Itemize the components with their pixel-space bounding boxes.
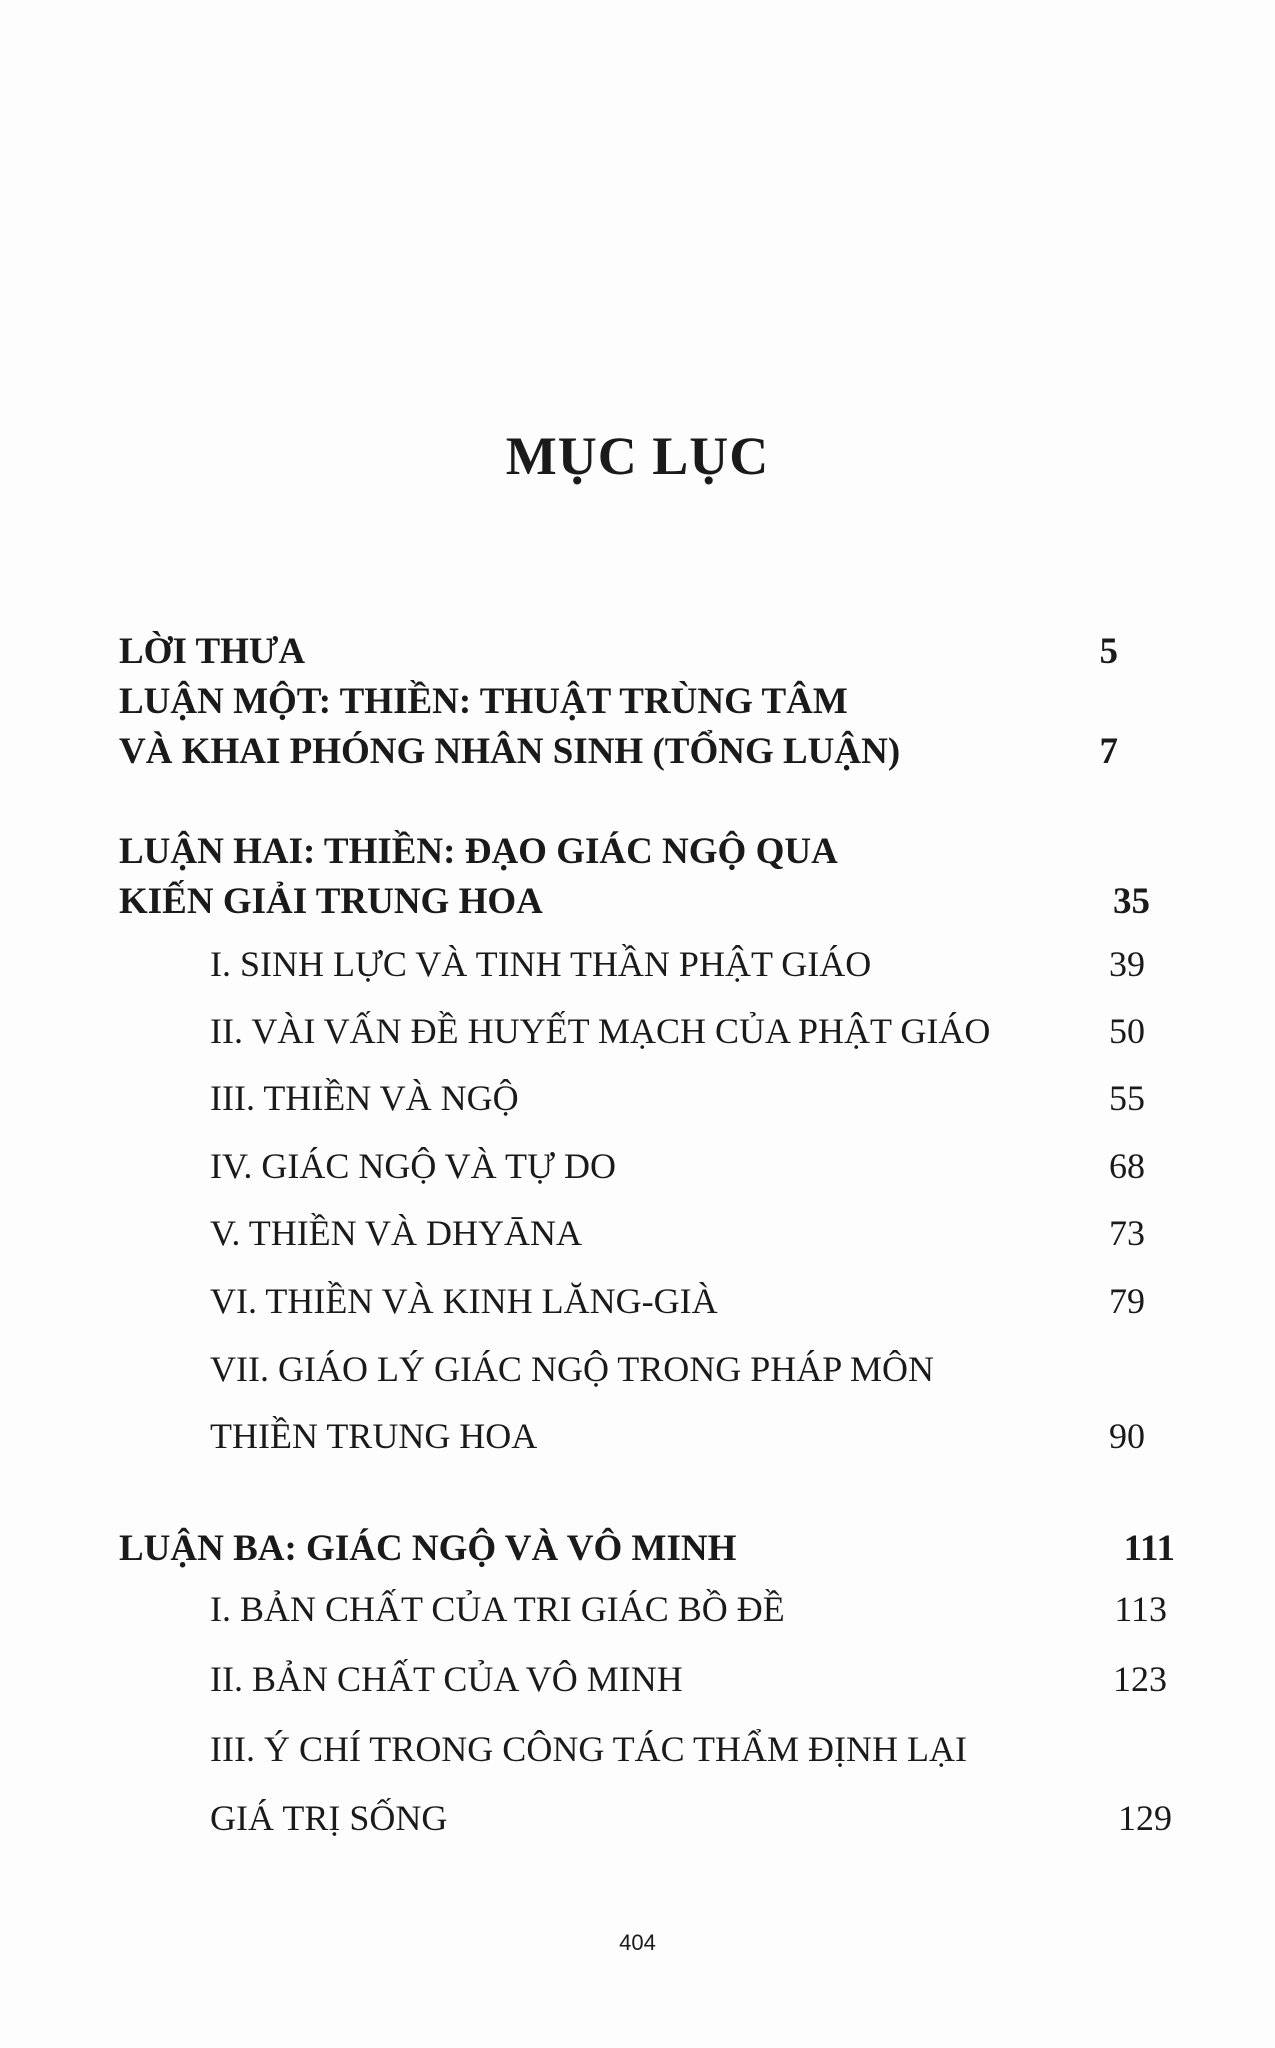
toc-entry-luan-ba: LUẬN BA: GIÁC NGỘ VÀ VÔ MINH — [119, 1528, 737, 1569]
toc-page-number: 90 — [1109, 1416, 1145, 1456]
toc-subentry-line2: GIÁ TRỊ SỐNG — [210, 1798, 448, 1838]
toc-entry-luan-mot-line1: LUẬN MỘT: THIỀN: THUẬT TRÙNG TÂM — [119, 681, 848, 722]
toc-page-number: 129 — [1118, 1798, 1172, 1838]
toc-entry-luan-hai-line2: KIẾN GIẢI TRUNG HOA — [119, 881, 543, 922]
toc-entry-luan-hai-line1: LUẬN HAI: THIỀN: ĐẠO GIÁC NGỘ QUA — [119, 831, 838, 872]
toc-page-number: 5 — [1099, 631, 1118, 672]
page-title: MỤC LỤC — [505, 426, 770, 486]
toc-page-number: 123 — [1113, 1659, 1167, 1699]
toc-subentry: V. THIỀN VÀ DHYĀNA — [210, 1213, 583, 1253]
toc-subentry: II. BẢN CHẤT CỦA VÔ MINH — [210, 1659, 683, 1699]
toc-page-number: 35 — [1113, 881, 1150, 922]
toc-subentry-line1: III. Ý CHÍ TRONG CÔNG TÁC THẨM ĐỊNH LẠI — [210, 1729, 967, 1769]
toc-page-number: 39 — [1109, 944, 1145, 984]
toc-page-number: 73 — [1109, 1213, 1145, 1253]
toc-page-number: 113 — [1114, 1589, 1167, 1629]
toc-page-number: 50 — [1109, 1011, 1145, 1051]
toc-page-number: 68 — [1109, 1146, 1145, 1186]
toc-entry-luan-mot-line2: VÀ KHAI PHÓNG NHÂN SINH (TỔNG LUẬN) — [119, 731, 901, 772]
toc-subentry: VI. THIỀN VÀ KINH LĂNG-GIÀ — [210, 1281, 718, 1321]
toc-subentry-line2: THIỀN TRUNG HOA — [210, 1416, 538, 1456]
toc-subentry: III. THIỀN VÀ NGỘ — [210, 1078, 519, 1118]
toc-subentry: II. VÀI VẤN ĐỀ HUYẾT MẠCH CỦA PHẬT GIÁO — [210, 1011, 991, 1051]
toc-subentry: IV. GIÁC NGỘ VÀ TỰ DO — [210, 1146, 616, 1186]
toc-page-number: 79 — [1109, 1281, 1145, 1321]
page-number-footer: 404 — [619, 1930, 656, 1955]
toc-subentry: I. BẢN CHẤT CỦA TRI GIÁC BỒ ĐỀ — [210, 1589, 785, 1629]
toc-page-number: 55 — [1109, 1078, 1145, 1118]
toc-subentry: I. SINH LỰC VÀ TINH THẦN PHẬT GIÁO — [210, 944, 872, 984]
toc-page-number: 7 — [1099, 731, 1118, 772]
toc-entry-loi-thua: LỜI THƯA — [119, 631, 306, 672]
toc-page-number: 111 — [1123, 1528, 1175, 1569]
toc-subentry-line1: VII. GIÁO LÝ GIÁC NGỘ TRONG PHÁP MÔN — [210, 1349, 934, 1389]
